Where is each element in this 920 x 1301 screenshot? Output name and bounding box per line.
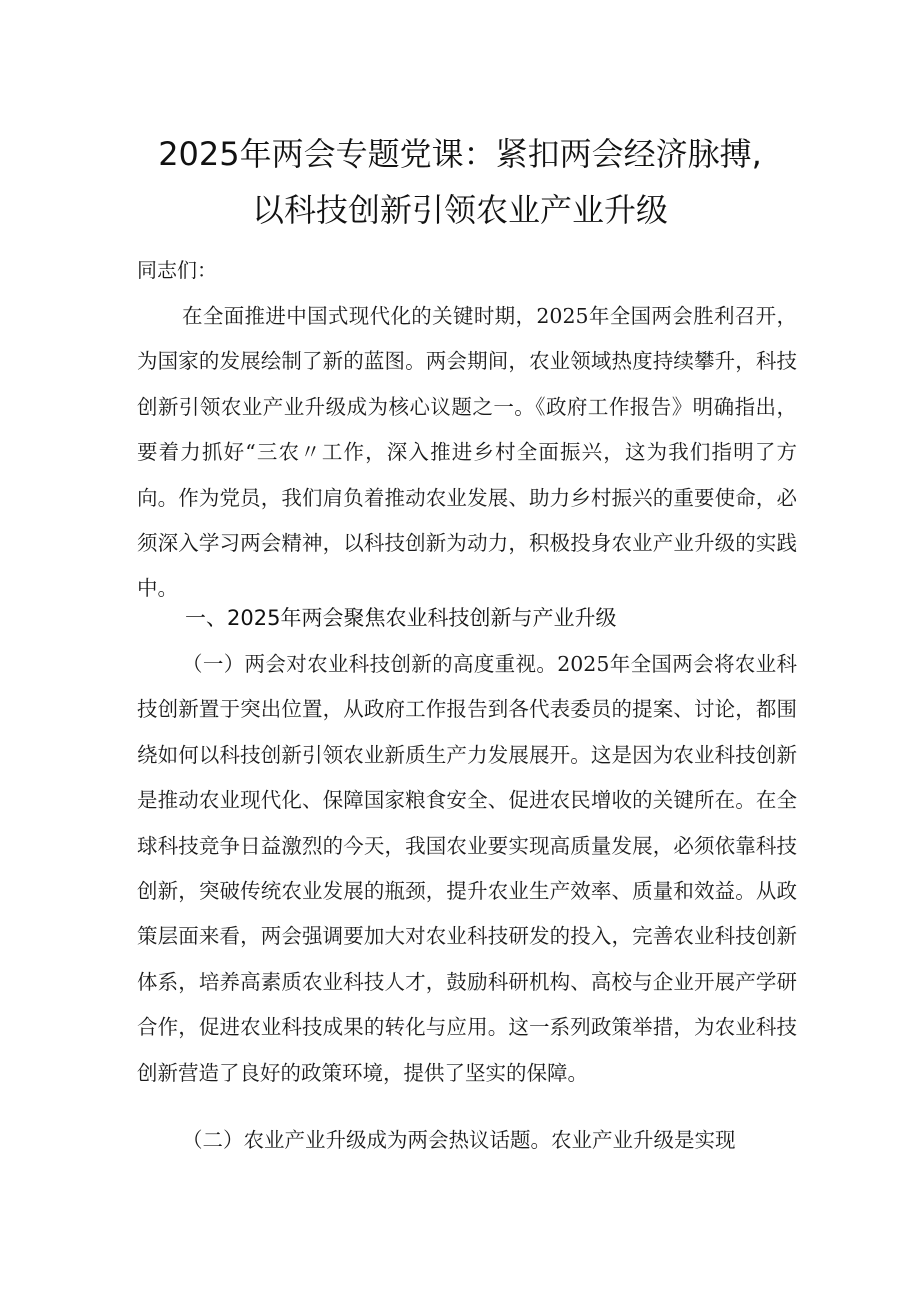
document-title-line-2: 以科技创新引领农业产业升级	[251, 191, 668, 229]
salutation: 同志们：	[137, 258, 217, 282]
document-title-line-1: 2025年两会专题党课：紧扣两会经济脉搏,	[158, 135, 762, 173]
subsection-paragraph-2: （二）农业产业升级成为两会热议话题。农业产业升级是实现	[182, 1128, 736, 1152]
intro-paragraph: 在全面推进中国式现代化的关键时期，2025年全国两会胜利召开，为国家的发展绘制了新的蓝图。两会期间，农业领域热度持续攀升，科技创新引领农业产业升级成为核心议题之一。《政府工作报告》明确指出，要着力抓好“三农〃工作，深入推进乡村全面振兴，这为我们指明了方向。作为党员，我们肩负着推动农业发展、助力乡村振兴的重要使命，必须深入学习两会精神，以科技创新为动力，积极投身农业产业升级的实践中。	[137, 304, 797, 601]
subsection-paragraph-1: （一）两会对农业科技创新的高度重视。2025年全国两会将农业科技创新置于突出位置，从政府工作报告到各代表委员的提案、讨论，都围绕如何以科技创新引领农业新质生产力发展展开。这是因为农业科技创新是推动农业现代化、保障国家粮食安全、促进农民增收的关键所在。在全球科技竞争日益激烈的今天，我国农业要实现高质量发展，必须依靠科技创新，突破传统农业发展的瓶颈，提升农业生产效率、质量和效益。从政策层面来看，两会强调要加大对农业科技研发的投入，完善农业科技创新体系，培养高素质农业科技人才，鼓励科研机构、高校与企业开展产学研合作，促进农业科技成果的转化与应用。这一系列政策举措，为农业科技创新营造了良好的政策环境，提供了坚实的保障。	[137, 652, 797, 1085]
section-heading-1: 一、2025年两会聚焦农业科技创新与产业升级	[185, 606, 617, 630]
